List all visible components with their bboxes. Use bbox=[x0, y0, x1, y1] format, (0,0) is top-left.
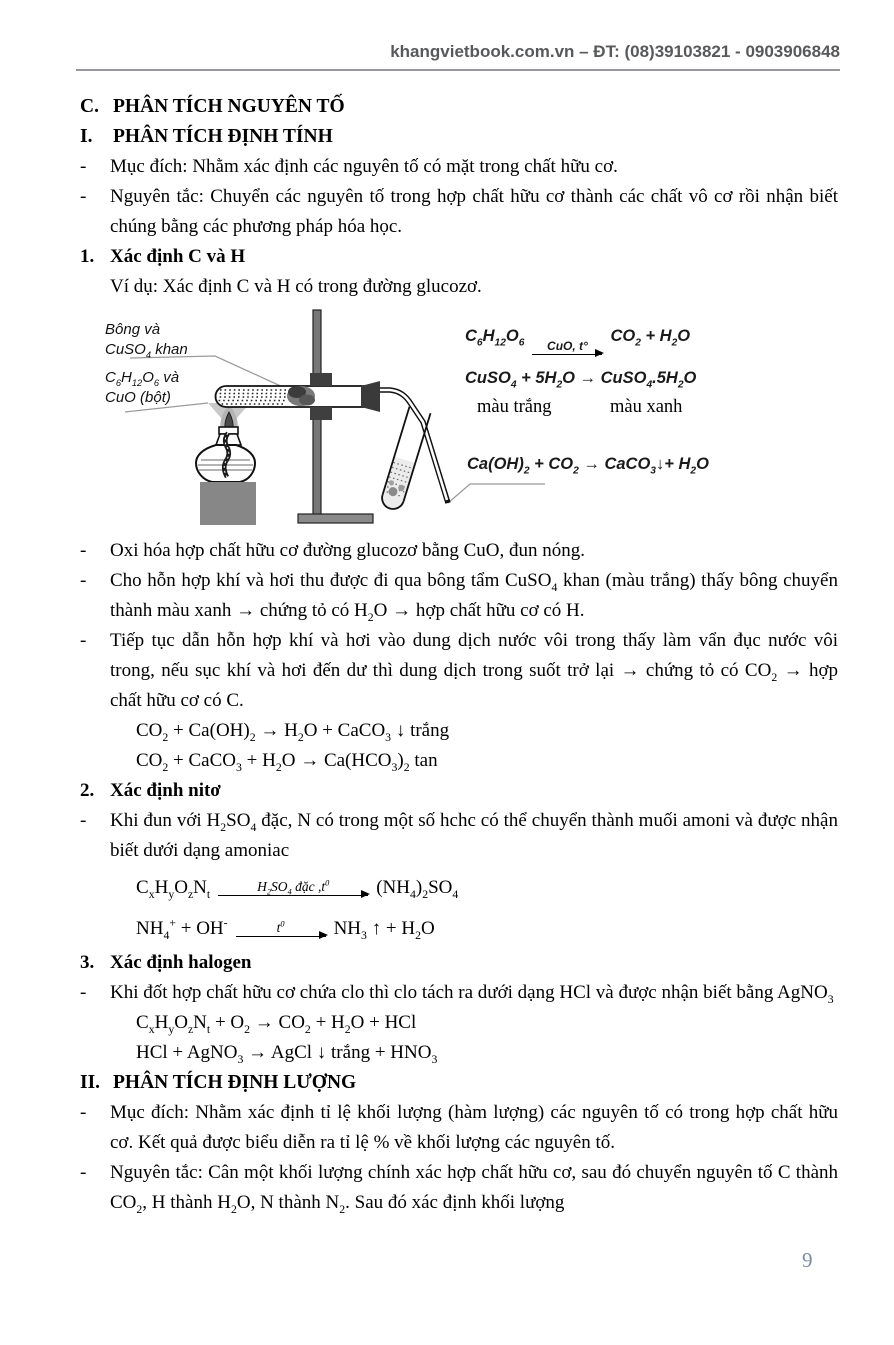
clamp-jaw-top bbox=[310, 373, 332, 386]
eq-glucose-condition: CuO, t° bbox=[547, 339, 588, 353]
bullet-cuso4-test-text: Cho hỗn hợp khí và hơi thu được đi qua bông tẩm CuSO$_4$ khan (màu trắng) thấy bông chuyển thành màu xanh → chứng tỏ có $H_2O$ → hợp chất hữu cơ có H. bbox=[110, 570, 838, 624]
eq-n1-condition: $H_2SO_4$ đặc $,t^0$ bbox=[257, 878, 330, 897]
bullet-dash: - bbox=[80, 570, 87, 591]
heading-sub-2 bbox=[80, 776, 838, 806]
arrow-icon bbox=[236, 936, 326, 937]
bullet-purpose-1 bbox=[80, 152, 838, 182]
heading-section-2 bbox=[80, 1068, 838, 1098]
bullet-dash: - bbox=[80, 1102, 87, 1123]
bullet-halogen-text: Khi đốt hợp chất hữu cơ chứa clo thì clo tách ra dưới dạng HCl và được nhận biết bằng AgNO$_3$ bbox=[110, 982, 834, 1006]
bullet-oxidize-text: Oxi hóa hợp chất hữu cơ đường glucozơ bằng CuO, đun nóng. bbox=[110, 540, 586, 561]
bullet-dash: - bbox=[80, 630, 87, 651]
eq-glucose-right: $CO_2 + H_2O$ bbox=[610, 327, 691, 349]
lamp-collar bbox=[219, 427, 238, 434]
bullet-limewater-test bbox=[80, 626, 838, 716]
equation-co2-caco3: $CO_2$ + CaCO$_3$ + $H_2O \to Ca(HCO_3)_2$ tan bbox=[136, 750, 438, 774]
bullet-nitrogen-text: Khi đun với $H_2SO_4$ đặc, N có trong một số hchc có thể chuyển thành muối amoni và được nhận biết dưới dạng amoniac bbox=[110, 810, 838, 861]
equation-halogen-1: $C_xH_yO_zN_t + O_2 \to CO_2 + H_2O$ + HCl bbox=[136, 1012, 417, 1036]
bullet-purpose-1-text: Mục đích: Nhằm xác định các nguyên tố có mặt trong chất hữu cơ. bbox=[110, 156, 618, 177]
bullet-nitrogen bbox=[80, 806, 838, 866]
eq-n1-left: $C_xH_yO_zN_t$ bbox=[136, 877, 211, 901]
bullet-principle-1 bbox=[80, 182, 838, 242]
equation-glucose-combustion bbox=[465, 324, 690, 355]
page-number: 9 bbox=[802, 1248, 813, 1272]
heading-sub-3 bbox=[80, 948, 838, 978]
equation-halogen-2: HCl + AgNO$_3$ → AgCl ↓ trắng + $HNO_3$ bbox=[136, 1042, 438, 1066]
reaction-arrow bbox=[532, 339, 602, 355]
spirit-lamp bbox=[196, 427, 255, 482]
bullet-oxidize bbox=[80, 536, 838, 566]
header-site-line: khangvietbook.com.vn – ĐT: (08)39103821 - 0903906848 bbox=[390, 42, 840, 61]
bullet-purpose-2 bbox=[80, 1098, 838, 1158]
heading-section-1 bbox=[80, 122, 838, 152]
bullet-dash: - bbox=[80, 1162, 87, 1183]
heading-sub-2-num: 2. bbox=[80, 780, 95, 801]
heading-section-2-num: II. bbox=[80, 1072, 101, 1093]
equation-cuso4-hydrate: CuSO$_4$ + $5H_2O$ → $CuSO_4.5H_2O$ bbox=[465, 369, 697, 391]
heading-section-1-num: I. bbox=[80, 126, 93, 147]
reaction-arrow bbox=[218, 880, 368, 896]
bullet-dash: - bbox=[80, 540, 87, 561]
heading-section-1-text: PHÂN TÍCH ĐỊNH TÍNH bbox=[113, 126, 333, 147]
note-blue: màu xanh bbox=[610, 397, 683, 417]
diagram-label-cotton: Bông và CuSO$_4$ khan bbox=[105, 321, 188, 360]
title-c bbox=[80, 92, 838, 122]
heading-sub-3-text: Xác định halogen bbox=[110, 952, 252, 973]
eq-n2-right: $NH_3$ ↑ + $H_2O$ bbox=[333, 918, 435, 942]
lamp-block bbox=[200, 482, 256, 525]
bullet-cuso4-test bbox=[80, 566, 838, 626]
title-c-text: PHÂN TÍCH NGUYÊN TỐ bbox=[113, 96, 345, 117]
bullet-dash: - bbox=[80, 186, 87, 207]
experiment-diagram bbox=[80, 302, 838, 536]
note-white: màu trắng bbox=[477, 397, 552, 417]
bullet-limewater-test-text: Tiếp tục dẫn hỗn hợp khí và hơi vào dung dịch nước vôi trong thấy làm vẩn đục nước vôi trong, nếu sục khí và hơi đến dư thì dung dịch trong suốt trở lại → chứng tỏ có $CO_2$ → hợp chất hữu cơ có C. bbox=[110, 630, 838, 711]
clamp-jaw-bottom bbox=[310, 407, 332, 420]
title-c-num: C. bbox=[80, 96, 99, 117]
page-content bbox=[80, 92, 838, 1218]
bullet-principle-1-text: Nguyên tắc: Chuyển các nguyên tố trong hợp chất hữu cơ thành các chất vô cơ rồi nhận biết chúng bằng các phương pháp hóa học. bbox=[110, 186, 838, 237]
diagram-label-sample: $C_6H_{12}O_6$ và CuO (bột) bbox=[105, 369, 180, 406]
bullet-principle-2 bbox=[80, 1158, 838, 1218]
eq-n2-condition: $t^0$ bbox=[276, 919, 285, 935]
bullet-dash: - bbox=[80, 156, 87, 177]
reaction-arrow bbox=[236, 921, 326, 937]
bullet-dash: - bbox=[80, 810, 87, 831]
heading-sub-3-num: 3. bbox=[80, 952, 95, 973]
stand-base bbox=[298, 514, 373, 523]
stopper bbox=[361, 381, 380, 412]
eq-n2-left: $NH_4^+ + OH^-$ bbox=[136, 916, 228, 942]
heading-sub-2-text: Xác định nitơ bbox=[110, 780, 221, 801]
eq-n1-right: $(NH_4)_2SO_4$ bbox=[376, 877, 459, 901]
equation-limewater: $Ca(OH)_2 + CO_2$ → CaCO$_3$↓+ $H_2O$ bbox=[467, 455, 709, 477]
bullet-halogen bbox=[80, 978, 838, 1008]
limewater bbox=[379, 457, 415, 512]
leader-line-limewater bbox=[448, 484, 545, 503]
arrow-icon bbox=[532, 354, 602, 355]
equation-nitrogen-2 bbox=[136, 910, 838, 948]
example-line: Ví dụ: Xác định C và H có trong đường glucozơ. bbox=[110, 276, 482, 297]
heading-sub-1 bbox=[80, 242, 838, 272]
page-header bbox=[76, 42, 840, 71]
bullet-purpose-2-text: Mục đích: Nhằm xác định tỉ lệ khối lượng (hàm lượng) các nguyên tố có trong hợp chất hữu cơ. Kết quả được biểu diễn ra tỉ lệ % về khối lượng các nguyên tố. bbox=[110, 1102, 838, 1153]
equation-nitrogen-1 bbox=[136, 866, 838, 910]
heading-sub-1-text: Xác định C và H bbox=[110, 246, 246, 267]
equation-co2-caoh2: $CO_2 + Ca(OH)_2 \to H_2O$ + CaCO$_3$ ↓ trắng bbox=[136, 720, 450, 744]
bullet-dash: - bbox=[80, 982, 87, 1003]
cotton-plug bbox=[287, 386, 315, 406]
eq-glucose-left: $C_6H_{12}O_6$ bbox=[465, 327, 525, 349]
heading-section-2-text: PHÂN TÍCH ĐỊNH LƯỢNG bbox=[113, 1072, 357, 1093]
heading-sub-1-num: 1. bbox=[80, 246, 95, 267]
bullet-principle-2-text: Nguyên tắc: Cân một khối lượng chính xác hợp chất hữu cơ, sau đó chuyển nguyên tố C thành $CO_2$, H thành $H_2O$, N thành $N_2$. Sau đó xác định khối lượng bbox=[110, 1162, 838, 1216]
arrow-icon bbox=[218, 895, 368, 896]
